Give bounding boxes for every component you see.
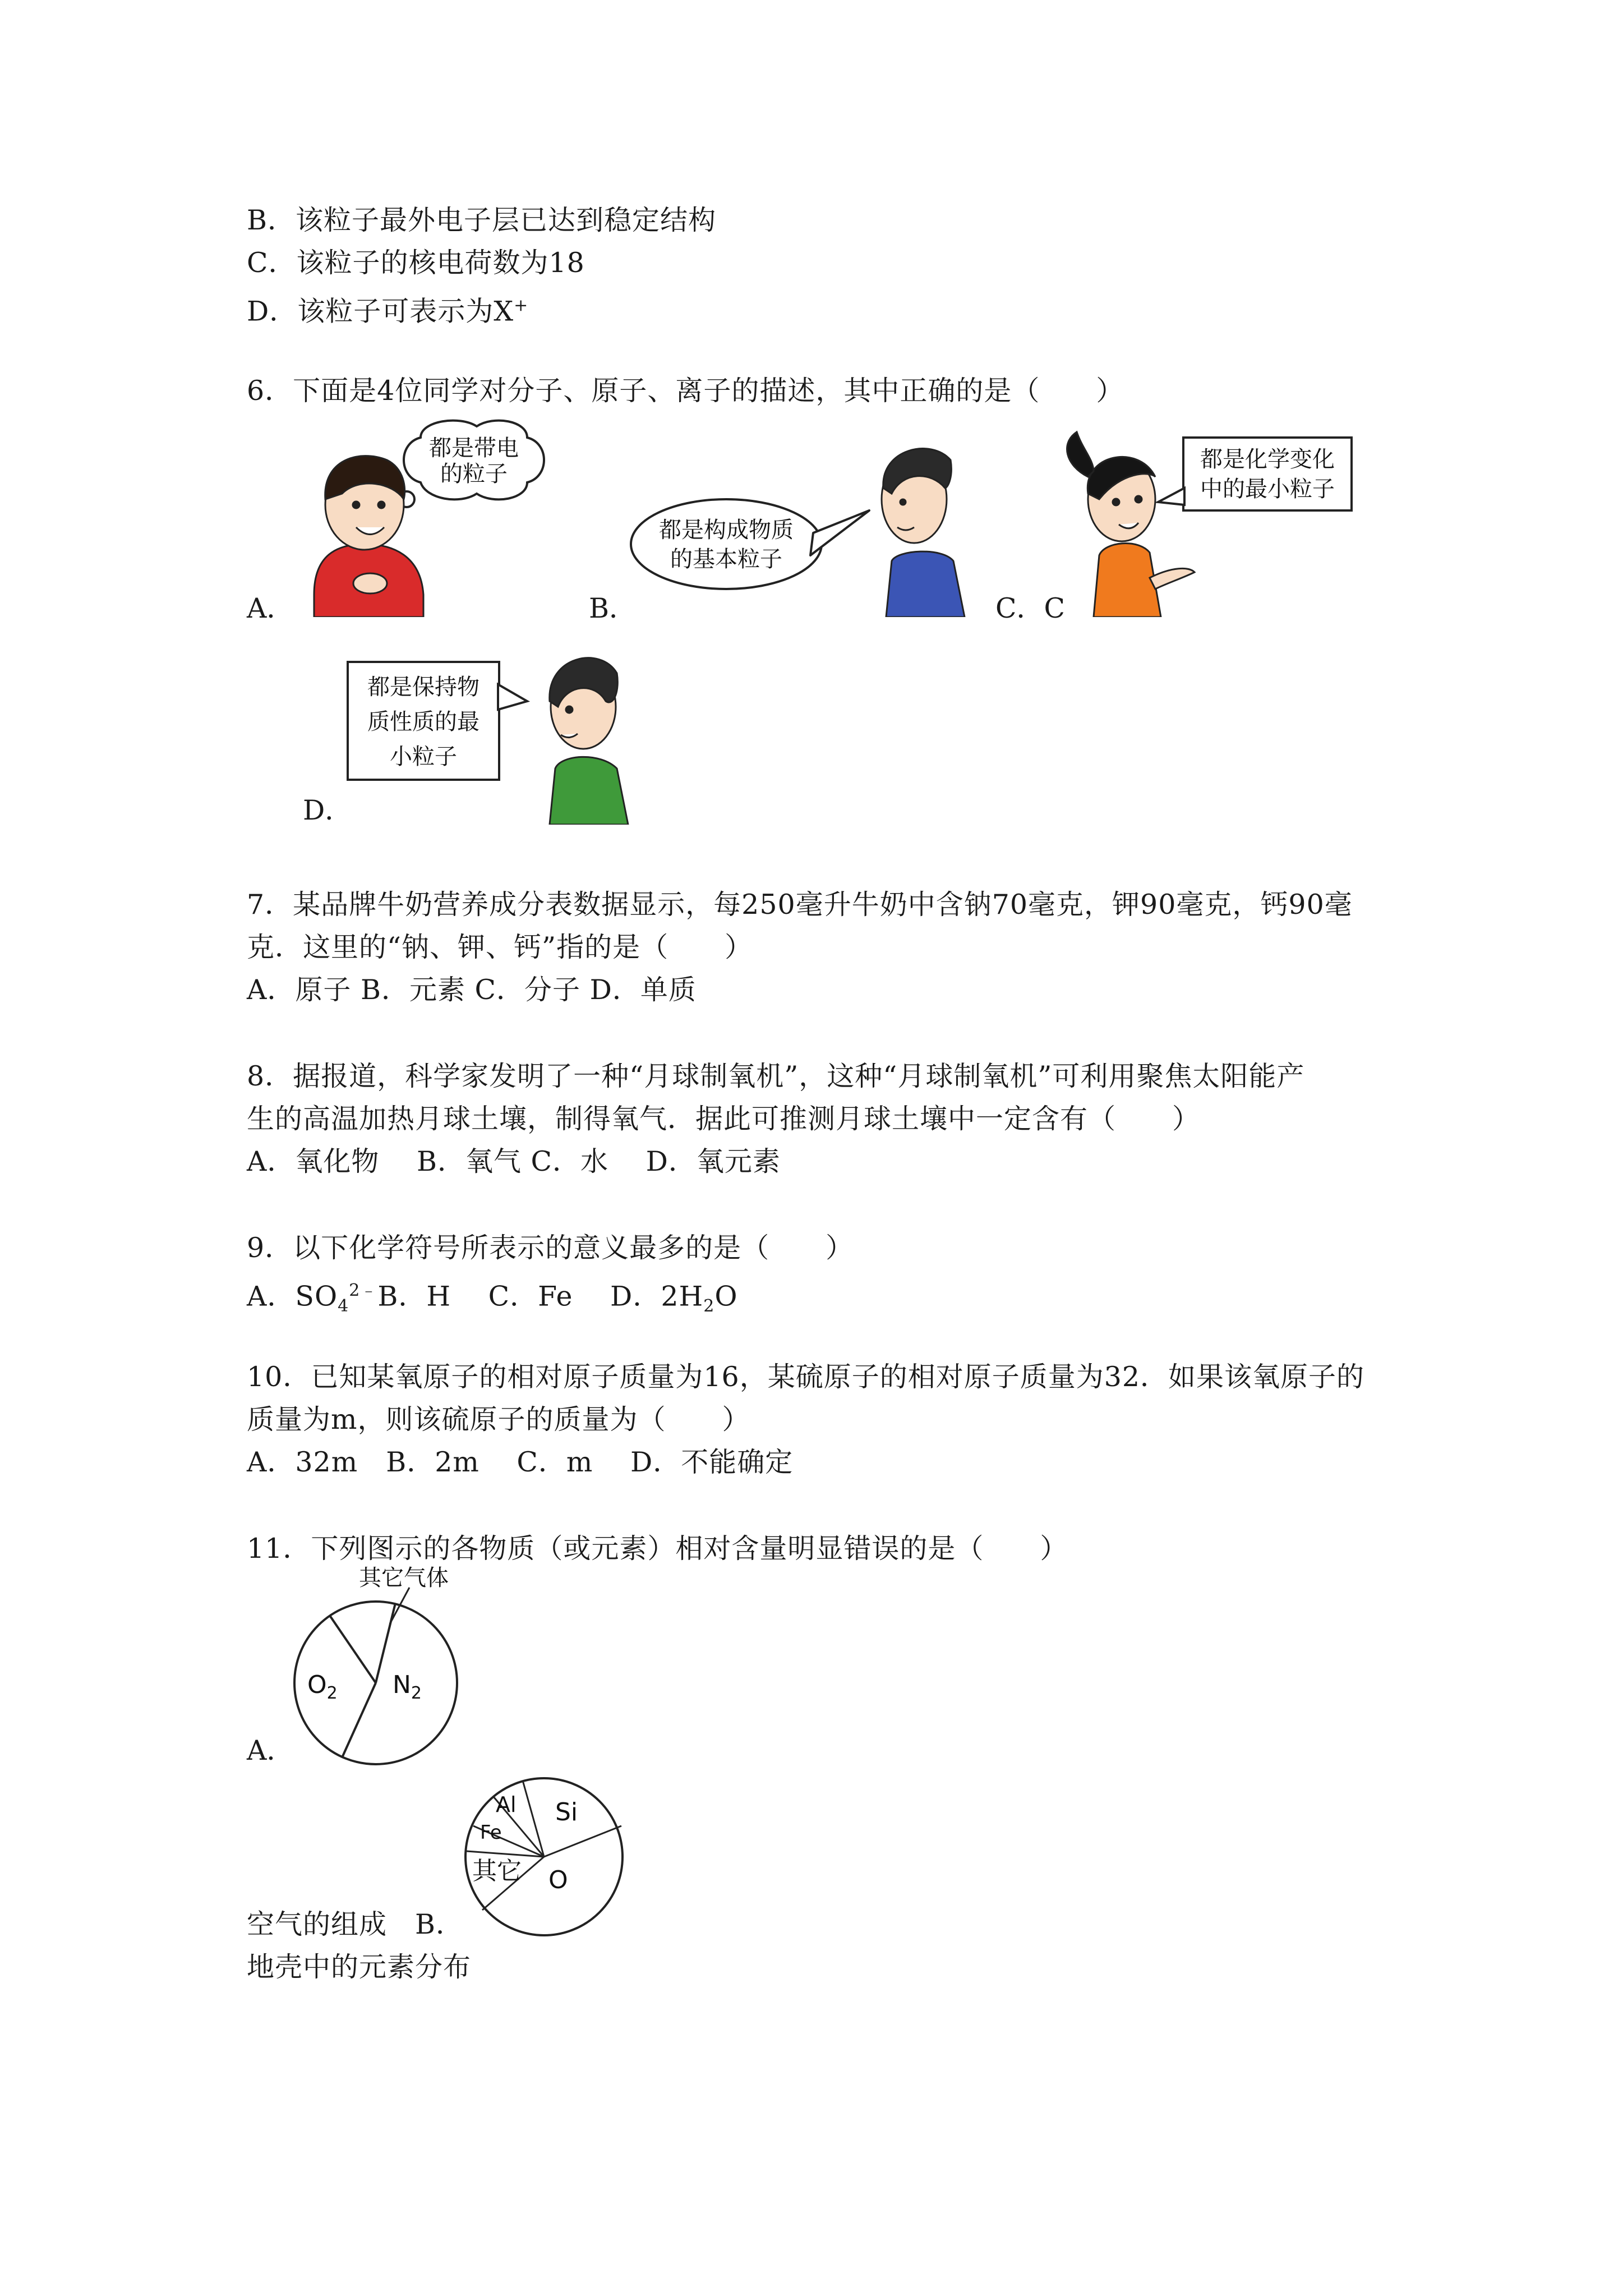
- q6-girl-c: [1067, 432, 1195, 617]
- q6-figure-c: [1054, 426, 1357, 617]
- q9-stem: 9．以下化学符号所表示的意义最多的是（ ）: [247, 1232, 854, 1264]
- q6-bubble-b-line1: 都是构成物质: [659, 517, 794, 543]
- q9-option-d-sub: 2: [703, 1296, 715, 1317]
- q6-label-a: A．: [247, 592, 294, 624]
- q11-caption-b: 地壳中的元素分布: [247, 1951, 472, 1983]
- q9-option-a-sub: 4: [338, 1296, 349, 1317]
- q9-options: [247, 1272, 738, 1325]
- q7-stem-line2: 克．这里的“钠、钾、钙”指的是（ ）: [247, 931, 753, 963]
- q6-bubble-c-line2: 中的最小粒子: [1200, 476, 1335, 502]
- q11-pie-a-o2-label: $O_2$: [307, 1671, 338, 1703]
- q6-figure-d: [336, 639, 651, 825]
- q9-option-bcd: B．H C．Fe D．2H: [377, 1280, 704, 1313]
- q7-stem-line1: 7．某品牌牛奶营养成分表数据显示，每250毫升牛奶中含钠70毫克，钾90毫克，钙90毫: [247, 889, 1353, 921]
- q9-option-d-end: O: [714, 1280, 738, 1313]
- q11-label-a: A．: [247, 1734, 294, 1766]
- q10-stem-line1: 10．已知某氧原子的相对原子质量为16，某硫原子的相对原子质量为32．如果该氧原子的: [247, 1361, 1365, 1393]
- q5-option-d-charge: +: [514, 296, 529, 315]
- q5-option-b: B．该粒子最外电子层已达到稳定结构: [247, 204, 717, 236]
- q6-boy-d: [550, 658, 628, 825]
- q6-man-b: [882, 449, 965, 617]
- q6-label-b: B．: [589, 592, 637, 624]
- q11-pie-b-al-label: Al: [496, 1792, 517, 1817]
- q6-bubble-a-line1: 都是带电: [429, 435, 519, 461]
- q7-options: A．原子 B．元素 C．分子 D．单质: [247, 974, 697, 1006]
- q11-pie-a: [280, 1565, 471, 1773]
- q11-pie-b: [460, 1773, 628, 1941]
- q11-pie-b-o-label: O: [548, 1866, 568, 1894]
- q6-bubble-b-line2: 的基本粒子: [670, 546, 782, 572]
- q5-option-d: [247, 287, 528, 330]
- q6-bubble-c-line1: 都是化学变化: [1200, 447, 1335, 472]
- q11-caption-a: 空气的组成 B．: [247, 1908, 464, 1940]
- q11-stem: 11．下列图示的各物质（或元素）相对含量明显错误的是（ ）: [247, 1533, 1068, 1565]
- q11-pie-a-n2-label: $N_2$: [393, 1671, 422, 1703]
- q10-stem-line2: 质量为m，则该硫原子的质量为（ ）: [247, 1404, 750, 1435]
- q10-options: A．32m B．2m C．m D．不能确定: [247, 1446, 794, 1478]
- q6-bubble-d-line1: 都是保持物: [367, 674, 479, 700]
- q5-option-c: C．该粒子的核电荷数为18: [247, 247, 585, 279]
- q9-option-a-sup: 2﹣: [349, 1281, 378, 1300]
- q6-label-d: D．: [303, 794, 353, 826]
- q11-pie-b-other-label: 其它: [472, 1857, 522, 1885]
- q6-figure-a: [292, 415, 578, 617]
- q9-option-a: A．SO: [247, 1280, 338, 1313]
- q6-bubble-a-line2: 的粒子: [440, 461, 508, 487]
- q6-stem: 6．下面是4位同学对分子、原子、离子的描述，其中正确的是（ ）: [247, 375, 1124, 407]
- q6-bubble-d-line3: 小粒子: [390, 744, 457, 770]
- q11-pie-b-si-label: Si: [555, 1798, 578, 1826]
- q8-stem-line2: 生的高温加热月球土壤，制得氧气．据此可推测月球土壤中一定含有（ ）: [247, 1103, 1201, 1135]
- q11-pie-a-other-label: 其它气体: [359, 1565, 449, 1591]
- q6-bubble-b: [631, 499, 869, 589]
- q8-options: A．氧化物 B．氧气 C．水 D．氧元素: [247, 1145, 781, 1177]
- q6-bubble-d-line2: 质性质的最: [367, 709, 479, 735]
- q6-boy-a: [314, 456, 423, 617]
- q11-pie-b-fe-label: Fe: [480, 1821, 502, 1844]
- q6-label-c: C．C: [995, 592, 1065, 624]
- q8-stem-line1: 8．据报道，科学家发明了一种“月球制氧机”，这种“月球制氧机”可利用聚焦太阳能产: [247, 1060, 1305, 1092]
- q6-figure-b: [628, 426, 976, 617]
- q5-option-d-text: D．该粒子可表示为X: [247, 295, 514, 328]
